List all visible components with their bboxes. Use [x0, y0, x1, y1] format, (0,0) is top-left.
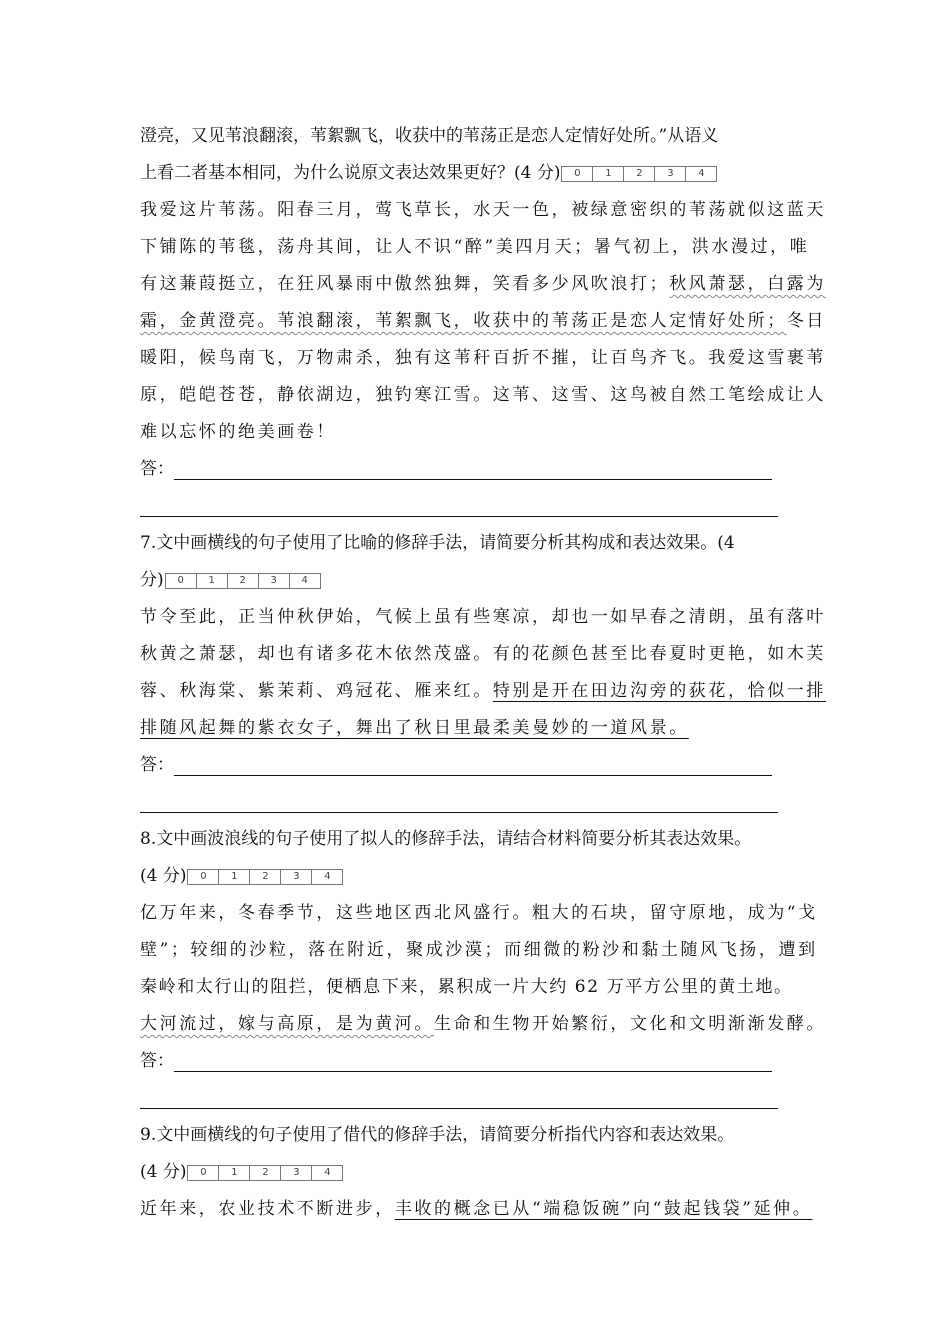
q8-passage-line-2: 壁”；较细的沙粒，落在附近，聚成沙漠；而细微的粉沙和黏土随风飞扬，遭到	[140, 940, 818, 960]
score-cell-0[interactable]: 0	[166, 574, 197, 588]
q6-text-line-1: 澄亮，又见苇浪翻滚，苇絮飘飞，收获中的苇荡正是恋人定情好处所。”从语义	[140, 126, 719, 146]
score-cell-1[interactable]: 1	[219, 1166, 250, 1180]
q7-title-line-2	[140, 562, 820, 599]
q7-answer-line[interactable]	[174, 774, 772, 776]
q7-answer-row	[140, 747, 820, 784]
q6-answer-blank-row[interactable]	[140, 488, 820, 525]
q8-title-line-1: 8.文中画波浪线的句子使用了拟人的修辞手法，请结合材料简要分析其表达效果。	[140, 829, 752, 849]
score-cell-1[interactable]: 1	[197, 574, 228, 588]
q9-score-box[interactable]	[187, 1165, 343, 1181]
q9-title-line-1: 9.文中画横线的句子使用了借代的修辞手法，请简要分析指代内容和表达效果。	[140, 1125, 735, 1145]
q6-score-box[interactable]	[561, 166, 717, 182]
q7-title-line-1: 7.文中画横线的句子使用了比喻的修辞手法，请简要分析其构成和表达效果。(4	[140, 533, 735, 553]
q6-wavy-sentence-part-1: 秋风萧瑟，白露为	[669, 274, 827, 294]
q8-passage-line-1: 亿万年来，冬春季节，这些地区西北风盛行。粗大的石块，留守原地，成为“戈	[140, 903, 818, 923]
q6-wavy-sentence-part-2: 霜，金黄澄亮。苇浪翻滚，苇絮飘飞，收获中的苇荡正是恋人定情好处所；	[140, 311, 787, 331]
q6-passage-line-3-plain: 有这蒹葭挺立，在狂风暴雨中傲然独舞，笑看多少风吹浪打；	[140, 274, 670, 294]
q6-passage-line-4	[140, 303, 827, 340]
q8-wavy-sentence: 大河流过，嫁与高原，是为黄河。	[140, 1014, 434, 1034]
q6-answer-line[interactable]	[174, 478, 772, 480]
q8-answer-line[interactable]	[174, 1070, 772, 1072]
q9-title-line-2	[140, 1154, 820, 1191]
q9-title-line-2-content: (4 分)	[140, 1162, 187, 1182]
q6-passage-line-1: 我爱这片苇荡。阳春三月，莺飞草长，水天一色，被绿意密织的苇荡就似这蓝天	[140, 200, 826, 220]
score-cell-3[interactable]: 3	[281, 870, 312, 884]
score-cell-0[interactable]: 0	[188, 1166, 219, 1180]
score-cell-2[interactable]: 2	[624, 167, 655, 181]
q9-underlined-sentence: 丰收的概念已从“端稳饭碗”向“鼓起钱袋”延伸。	[394, 1199, 813, 1219]
score-cell-4[interactable]: 4	[301, 575, 308, 586]
q8-score-box[interactable]	[187, 869, 343, 885]
q8-answer-label: 答：	[140, 1051, 174, 1071]
score-cell-1[interactable]: 1	[593, 167, 624, 181]
score-cell-0[interactable]: 0	[562, 167, 593, 181]
q6-passage-line-4-tail: 冬日	[786, 311, 827, 331]
q9-passage-line-1-plain: 近年来，农业技术不断进步，	[140, 1199, 395, 1219]
q9-passage-line-1	[140, 1191, 820, 1228]
q7-underlined-sentence-part-1: 特别是开在田边沟旁的荻花，恰似一排	[492, 681, 827, 701]
q6-passage-line-5: 暖阳，候鸟南飞，万物肃杀，独有这苇秆百折不摧，让百鸟齐飞。我爱这雪裹苇	[140, 348, 826, 368]
score-cell-4[interactable]: 4	[324, 871, 331, 882]
score-cell-3[interactable]: 3	[655, 167, 686, 181]
q7-title-line-2-content: 分)	[140, 570, 164, 590]
q6-text-line-2	[140, 155, 820, 192]
score-cell-2[interactable]: 2	[250, 870, 281, 884]
score-cell-4[interactable]: 4	[324, 1167, 331, 1178]
q8-answer-line-2[interactable]	[140, 1108, 778, 1109]
q6-passage-line-2: 下铺陈的苇毯，荡舟其间，让人不识“醉”美四月天；暑气初上，洪水漫过，唯	[140, 237, 810, 257]
q7-underlined-sentence-part-2: 排随风起舞的紫衣女子，舞出了秋日里最柔美曼妙的一道风景。	[140, 718, 689, 738]
q8-answer-blank-row[interactable]	[140, 1080, 820, 1117]
score-cell-2[interactable]: 2	[228, 574, 259, 588]
q7-passage-line-4	[140, 710, 820, 747]
score-cell-4[interactable]: 4	[698, 168, 705, 179]
q6-passage-line-7: 难以忘怀的绝美画卷！	[140, 422, 336, 442]
q8-title-line-2	[140, 858, 820, 895]
q8-passage-line-4-tail: 生命和生物开始繁衍，文化和文明渐渐发酵。	[434, 1014, 826, 1034]
score-cell-3[interactable]: 3	[259, 574, 290, 588]
q7-score-box[interactable]	[165, 573, 321, 589]
worksheet-page	[140, 118, 827, 1228]
q6-answer-label: 答：	[140, 459, 174, 479]
q6-answer-line-2[interactable]	[140, 516, 778, 517]
q6-passage-line-3	[140, 266, 827, 303]
q8-passage-line-4	[140, 1006, 826, 1043]
q6-answer-row	[140, 451, 820, 488]
q7-passage-line-3	[140, 673, 827, 710]
score-cell-3[interactable]: 3	[281, 1166, 312, 1180]
q7-answer-blank-row[interactable]	[140, 784, 820, 821]
q8-passage-line-3: 秦岭和太行山的阻拦，便栖息下来，累积成一片大约 62 万平方公里的黄土地。	[140, 977, 793, 997]
q7-passage-line-1: 节令至此，正当仲秋伊始，气候上虽有些寒凉，却也一如早春之清朗，虽有落叶	[140, 607, 826, 627]
q7-passage-line-2: 秋黄之萧瑟，却也有诸多花木依然茂盛。有的花颜色甚至比春夏时更艳，如木芙	[140, 644, 826, 664]
q8-title-line-2-content: (4 分)	[140, 866, 187, 886]
q8-answer-row	[140, 1043, 820, 1080]
q7-answer-line-2[interactable]	[140, 812, 778, 813]
score-cell-2[interactable]: 2	[250, 1166, 281, 1180]
q6-text-line-2-content: 上看二者基本相同，为什么说原文表达效果更好？(4 分)	[140, 163, 561, 183]
score-cell-1[interactable]: 1	[219, 870, 250, 884]
q7-passage-line-3-plain: 蓉、秋海棠、紫茉莉、鸡冠花、雁来红。	[140, 681, 493, 701]
q6-passage-line-6: 原，皑皑苍苍，静依湖边，独钓寒江雪。这苇、这雪、这鸟被自然工笔绘成让人	[140, 385, 826, 405]
q7-answer-label: 答：	[140, 755, 174, 775]
score-cell-0[interactable]: 0	[188, 870, 219, 884]
